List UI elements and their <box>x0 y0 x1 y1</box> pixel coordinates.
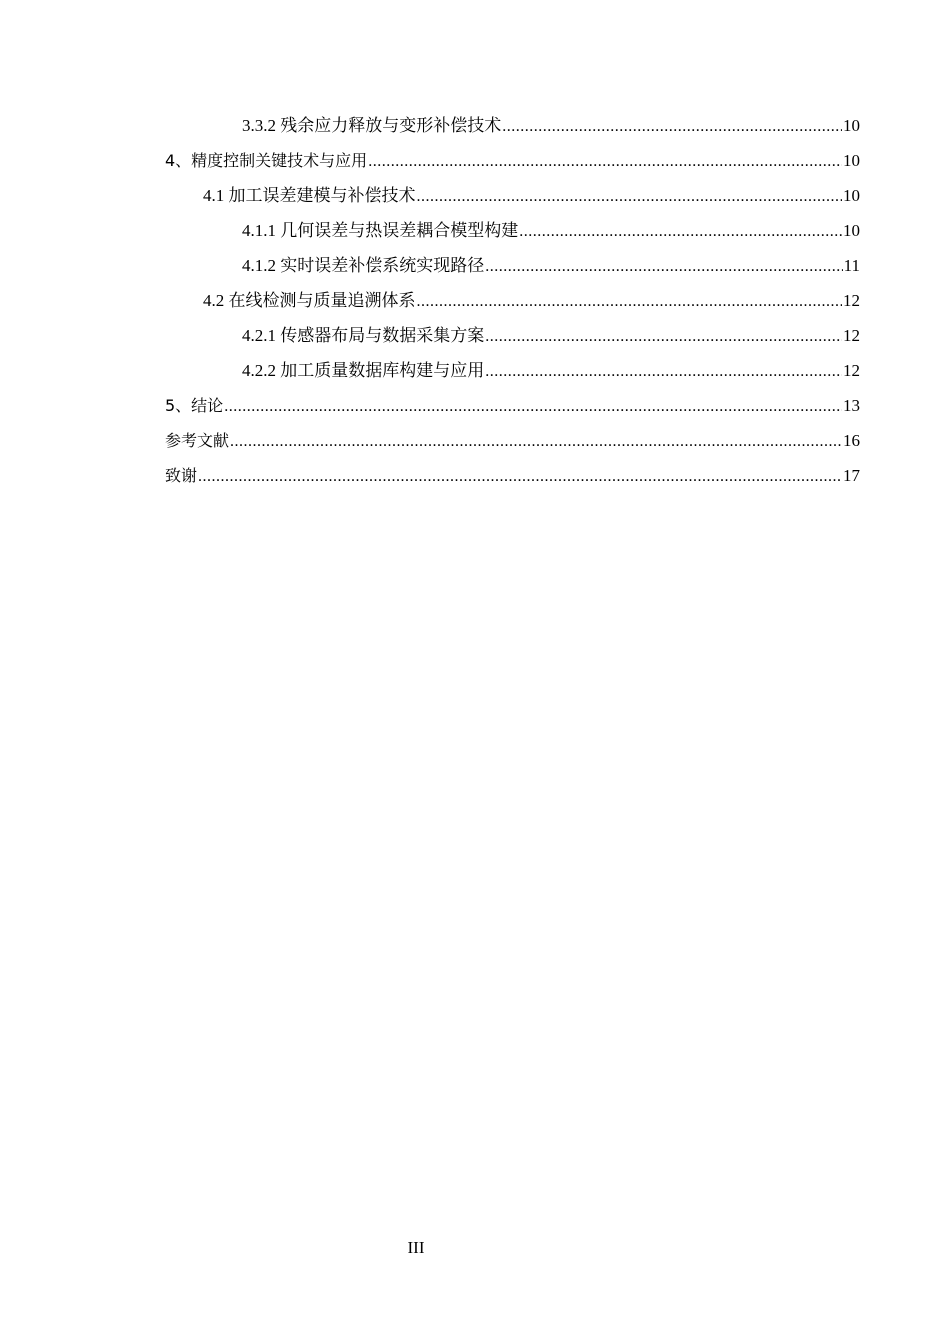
toc-entry-page: 11 <box>843 256 860 275</box>
toc-entry[interactable] <box>165 323 860 358</box>
toc-entry-page: 13 <box>843 396 860 415</box>
toc-entry-page: 17 <box>843 466 860 485</box>
toc-entry-page: 12 <box>843 361 860 380</box>
toc-entry[interactable] <box>165 113 860 148</box>
toc-entry-page: 16 <box>843 431 860 450</box>
toc-entry-title: 参考文献 <box>165 431 230 450</box>
toc-entry-title: 3.3.2 残余应力释放与变形补偿技术 <box>242 116 502 135</box>
toc-dot-leader <box>485 324 842 350</box>
toc-entry-title: 4.1.2 实时误差补偿系统实现路径 <box>242 256 485 275</box>
toc-entry-page: 10 <box>843 221 860 240</box>
toc-dot-leader <box>417 289 843 315</box>
toc-entry-title: 4.1 加工误差建模与补偿技术 <box>203 186 416 205</box>
toc-dot-leader <box>417 184 843 210</box>
table-of-contents <box>165 113 860 498</box>
toc-entry-page: 10 <box>843 151 860 170</box>
toc-dot-leader <box>519 219 842 245</box>
toc-entry-page: 10 <box>843 116 860 135</box>
toc-entry-title: 5、结论 <box>165 396 224 415</box>
toc-dot-leader <box>485 359 842 385</box>
toc-entry[interactable] <box>165 463 860 498</box>
toc-entry-title: 4.2.1 传感器布局与数据采集方案 <box>242 326 485 345</box>
toc-entry[interactable] <box>165 218 860 253</box>
toc-entry[interactable] <box>165 288 860 323</box>
toc-entry-page: 12 <box>843 291 860 310</box>
toc-dot-leader <box>224 394 842 420</box>
toc-entry[interactable] <box>165 428 860 463</box>
toc-entry[interactable] <box>165 393 860 428</box>
toc-dot-leader <box>198 464 842 490</box>
toc-entry-title: 4、精度控制关键技术与应用 <box>165 151 368 170</box>
toc-entry[interactable] <box>165 358 860 393</box>
toc-dot-leader <box>502 114 842 140</box>
toc-entry[interactable] <box>165 183 860 218</box>
toc-entry-page: 10 <box>843 186 860 205</box>
toc-entry-title: 4.2 在线检测与质量追溯体系 <box>203 291 416 310</box>
toc-entry[interactable] <box>165 148 860 183</box>
toc-entry-page: 12 <box>843 326 860 345</box>
toc-dot-leader <box>368 149 842 175</box>
page-number: III <box>407 1238 425 1257</box>
toc-dot-leader <box>485 254 842 280</box>
toc-entry-title: 4.2.2 加工质量数据库构建与应用 <box>242 361 485 380</box>
toc-entry-title: 4.1.1 几何误差与热误差耦合模型构建 <box>242 221 519 240</box>
toc-entry-title: 致谢 <box>165 466 198 485</box>
toc-entry[interactable] <box>165 253 860 288</box>
toc-dot-leader <box>230 429 842 455</box>
